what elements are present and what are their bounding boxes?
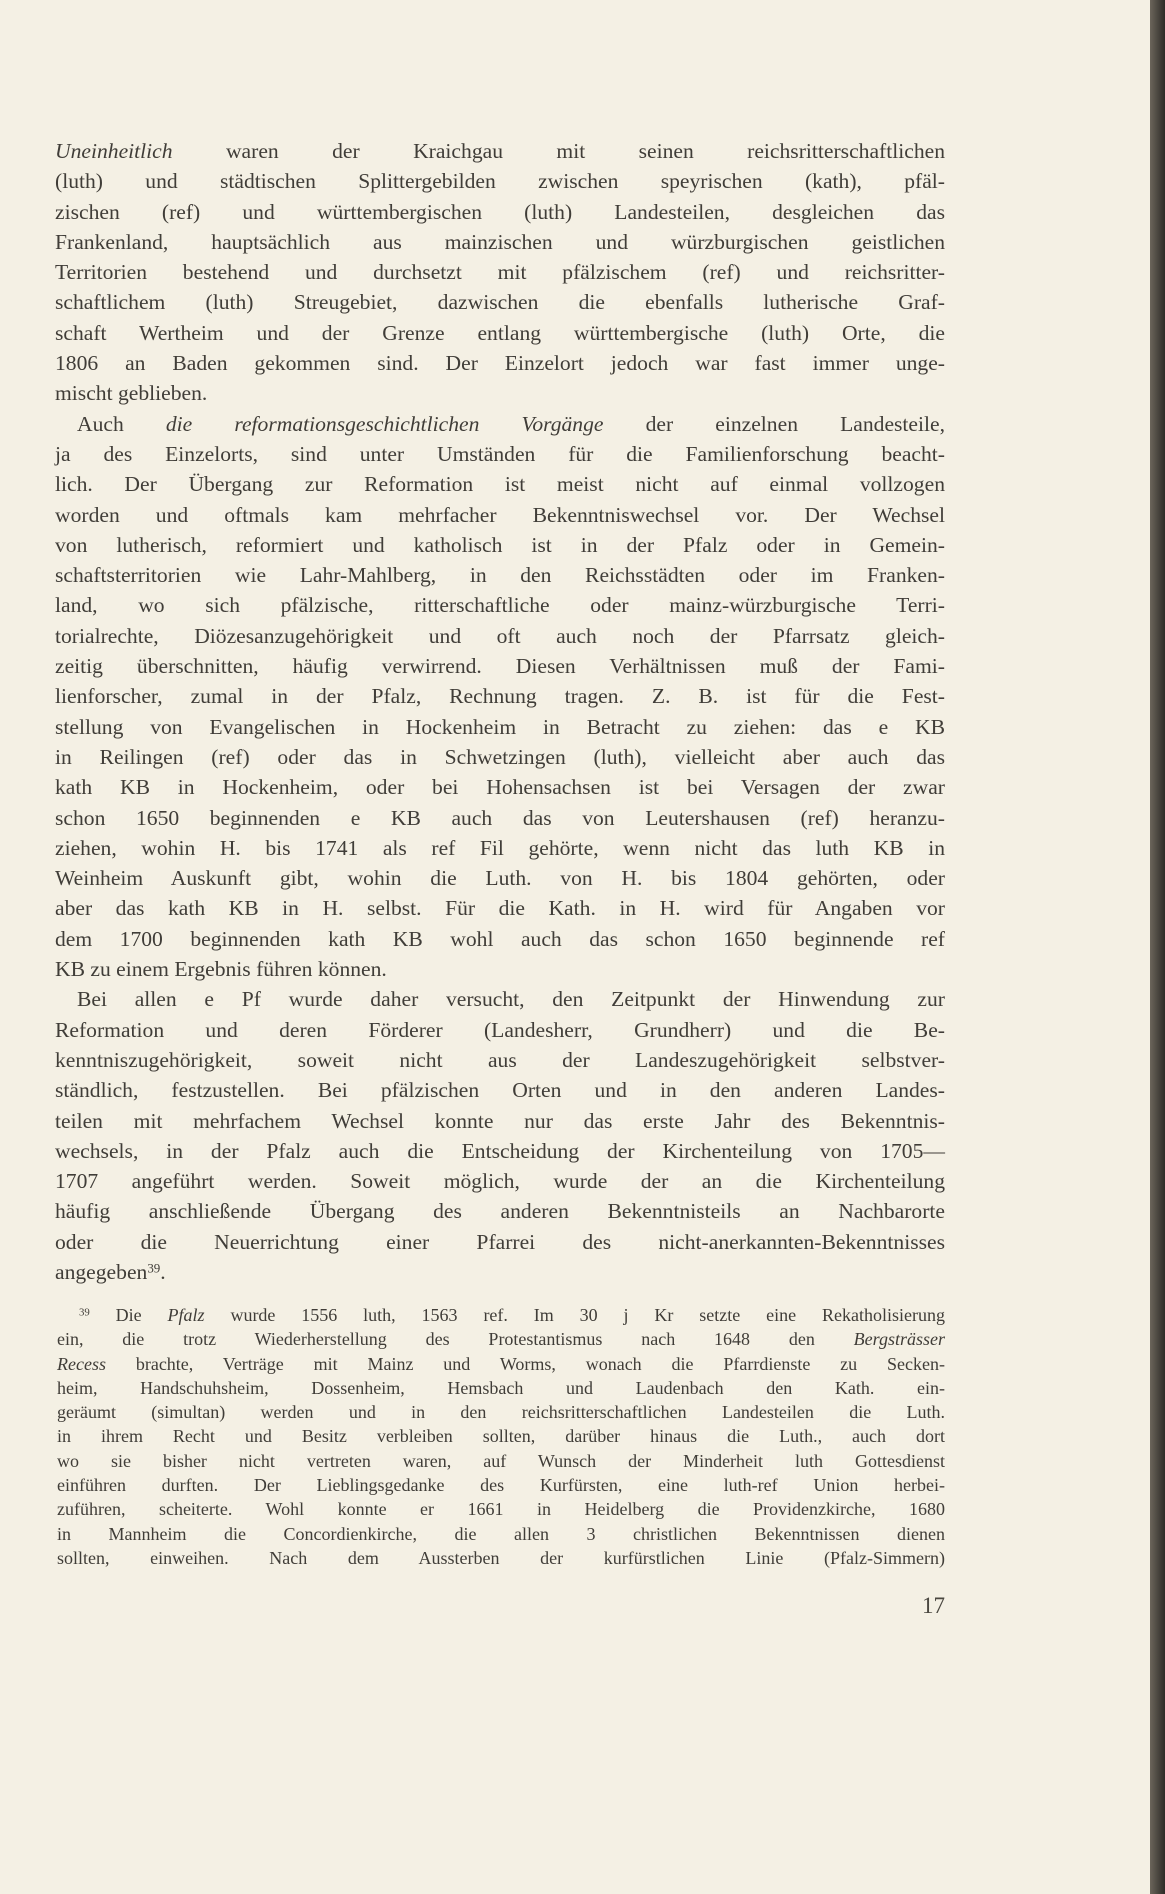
text-run: in Mannheim die Concordienkirche, die allen 3 christlichen Bekenntnissen dienen bbox=[57, 1523, 945, 1544]
text-line bbox=[55, 287, 945, 317]
text-line bbox=[55, 1106, 945, 1136]
text-line bbox=[55, 469, 945, 499]
text-line bbox=[55, 318, 945, 348]
text-line bbox=[55, 227, 945, 257]
text-run: schon 1650 beginnenden e KB auch das von Leutershausen (ref) heranzu- bbox=[55, 805, 945, 830]
text-line bbox=[55, 1075, 945, 1105]
text-line bbox=[57, 1449, 945, 1473]
text-run: ein, die trotz Wiederherstellung des Protestantismus nach 1648 den bbox=[57, 1329, 854, 1350]
text-run: mischt geblieben. bbox=[55, 381, 208, 406]
text-line bbox=[55, 136, 945, 166]
text-run: dem 1700 beginnenden kath KB wohl auch das schon 1650 beginnende ref bbox=[55, 926, 945, 951]
text-line bbox=[55, 197, 945, 227]
text-line bbox=[55, 954, 945, 984]
text-run: angegeben bbox=[55, 1259, 148, 1284]
text-run: . bbox=[160, 1259, 166, 1284]
text-run: der einzelnen Landesteile, bbox=[603, 411, 946, 436]
text-line bbox=[55, 1227, 945, 1257]
text-line bbox=[55, 772, 945, 802]
scan-edge bbox=[1150, 0, 1165, 1894]
footnote-marker: 39 bbox=[147, 1260, 161, 1276]
text-line bbox=[57, 1497, 945, 1521]
text-line bbox=[55, 621, 945, 651]
footnote bbox=[57, 1303, 945, 1570]
text-run: KB zu einem Ergebnis führen können. bbox=[55, 957, 387, 982]
footnote-marker: 39 bbox=[79, 1306, 90, 1319]
text-run: aber das kath KB in H. selbst. Für die Kath. in H. wird für Angaben vor bbox=[55, 896, 945, 921]
text-run: lich. Der Übergang zur Reformation ist meist nicht auf einmal vollzogen bbox=[55, 472, 945, 497]
text-run: geräumt (simultan) werden und in den reichsritterschaftlichen Landesteilen die Luth. bbox=[57, 1402, 945, 1423]
text-run: lienforscher, zumal in der Pfalz, Rechnung tragen. Z. B. ist für die Fest- bbox=[55, 684, 945, 709]
text-run: 1707 angeführt werden. Soweit möglich, wurde der an die Kirchenteilung bbox=[55, 1169, 945, 1194]
text-line bbox=[57, 1522, 945, 1546]
text-line bbox=[55, 1196, 945, 1226]
text-line bbox=[55, 651, 945, 681]
text-line bbox=[55, 1257, 945, 1287]
text-line bbox=[57, 1352, 945, 1376]
text-run: Frankenland, hauptsächlich aus mainzischen und würzburgischen geistlichen bbox=[55, 229, 945, 254]
text-run: heim, Handschuhsheim, Dossenheim, Hemsbach und Laudenbach den Kath. ein- bbox=[57, 1377, 945, 1398]
text-line bbox=[57, 1546, 945, 1570]
text-run: einführen durften. Der Lieblingsgedanke des Kurfürsten, eine luth-ref Union herbei- bbox=[57, 1475, 945, 1496]
italic-text: Uneinheitlich bbox=[55, 139, 173, 163]
text-run: worden und oftmals kam mehrfacher Bekenntniswechsel vor. Der Wechsel bbox=[55, 502, 945, 527]
text-run: Auch bbox=[77, 411, 166, 436]
text-line bbox=[55, 833, 945, 863]
text-line bbox=[57, 1424, 945, 1448]
text-run: ständlich, festzustellen. Bei pfälzischen Orten und in den anderen Landes- bbox=[55, 1078, 945, 1103]
text-run: land, wo sich pfälzische, ritterschaftliche oder mainz-würzburgische Terri- bbox=[55, 593, 945, 618]
text-line bbox=[55, 924, 945, 954]
text-run: ja des Einzelorts, sind unter Umständen für die Familienforschung beacht- bbox=[55, 441, 945, 466]
text-run: in ihrem Recht und Besitz verbleiben sollten, darüber hinaus die Luth., auch dort bbox=[57, 1426, 945, 1447]
text-run: wurde 1556 luth, 1563 ref. Im 30 j Kr setzte eine Rekatholisierung bbox=[204, 1305, 945, 1325]
text-run: Bei allen e Pf wurde daher versucht, den Zeitpunkt der Hinwendung zur bbox=[77, 987, 945, 1012]
text-run: wo sie bisher nicht vertreten waren, auf Wunsch der Minderheit luth Gottesdienst bbox=[57, 1450, 945, 1471]
text-line bbox=[55, 560, 945, 590]
text-line bbox=[55, 439, 945, 469]
text-line bbox=[57, 1303, 945, 1327]
italic-text: Recess bbox=[57, 1353, 106, 1374]
text-run: torialrechte, Diözesanzugehörigkeit und oft auch noch der Pfarrsatz gleich- bbox=[55, 623, 945, 648]
text-run: oder die Neuerrichtung einer Pfarrei des nicht-anerkannten-Bekenntnisses bbox=[55, 1229, 945, 1254]
body-text bbox=[55, 136, 945, 1287]
text-run: waren der Kraichgau mit seinen reichsritterschaftlichen bbox=[172, 139, 945, 163]
text-run: (luth) und städtischen Splittergebilden zwischen speyrischen (kath), pfäl- bbox=[55, 169, 945, 194]
text-run: 1806 an Baden gekommen sind. Der Einzelort jedoch war fast immer unge- bbox=[55, 351, 945, 376]
text-line bbox=[55, 893, 945, 923]
text-run: zischen (ref) und württembergischen (luth) Landesteilen, desgleichen das bbox=[55, 199, 945, 224]
text-run: wechsels, in der Pfalz auch die Entscheidung der Kirchenteilung von 1705— bbox=[55, 1138, 945, 1163]
text-line bbox=[57, 1473, 945, 1497]
text-run: sollten, einweihen. Nach dem Aussterben der kurfürstlichen Linie (Pfalz-Simmern) bbox=[57, 1547, 945, 1568]
text-line bbox=[55, 1015, 945, 1045]
text-run: ziehen, wohin H. bis 1741 als ref Fil gehörte, wenn nicht das luth KB in bbox=[55, 835, 945, 860]
text-line bbox=[55, 409, 945, 439]
text-line bbox=[55, 742, 945, 772]
text-run: Weinheim Auskunft gibt, wohin die Luth. von H. bis 1804 gehörten, oder bbox=[55, 866, 945, 891]
text-run: kath KB in Hockenheim, oder bei Hohensachsen ist bei Versagen der zwar bbox=[55, 775, 945, 800]
text-run: teilen mit mehrfachem Wechsel konnte nur das erste Jahr des Bekenntnis- bbox=[55, 1108, 945, 1133]
text-run: schaftlichem (luth) Streugebiet, dazwischen die ebenfalls lutherische Graf- bbox=[55, 290, 945, 315]
text-run: von lutherisch, reformiert und katholisch ist in der Pfalz oder in Gemein- bbox=[55, 532, 945, 557]
text-run: stellung von Evangelischen in Hockenheim in Betracht zu ziehen: das e KB bbox=[55, 714, 945, 739]
text-line bbox=[55, 257, 945, 287]
text-run: kenntniszugehörigkeit, soweit nicht aus der Landeszugehörigkeit selbstver- bbox=[55, 1047, 945, 1072]
text-line bbox=[55, 984, 945, 1014]
italic-text: Bergsträsser bbox=[853, 1329, 945, 1350]
text-run: Reformation und deren Förderer (Landesherr, Grundherr) und die Be- bbox=[55, 1017, 945, 1042]
text-line bbox=[55, 348, 945, 378]
text-line bbox=[55, 1045, 945, 1075]
text-line bbox=[55, 681, 945, 711]
italic-text: Pfalz bbox=[167, 1305, 205, 1325]
text-run: schaftsterritorien wie Lahr-Mahlberg, in den Reichsstädten oder im Franken- bbox=[55, 563, 945, 588]
text-run: Die bbox=[89, 1305, 168, 1325]
text-run: häufig anschließende Übergang des anderen Bekenntnisteils an Nachbarorte bbox=[55, 1199, 945, 1224]
text-line bbox=[55, 1136, 945, 1166]
italic-text: die reformationsgeschichtlichen Vorgänge bbox=[165, 411, 604, 436]
text-line bbox=[55, 378, 945, 408]
text-run: schaft Wertheim und der Grenze entlang württembergische (luth) Orte, die bbox=[55, 320, 945, 345]
text-line bbox=[57, 1376, 945, 1400]
text-line bbox=[57, 1327, 945, 1351]
text-line bbox=[55, 590, 945, 620]
text-line bbox=[55, 1166, 945, 1196]
text-run: brachte, Verträge mit Mainz und Worms, wonach die Pfarrdienste zu Secken- bbox=[105, 1353, 945, 1374]
page-number: 17 bbox=[922, 1593, 945, 1618]
text-line bbox=[55, 530, 945, 560]
text-run: zeitig überschnitten, häufig verwirrend. Diesen Verhältnissen muß der Fami- bbox=[55, 654, 945, 679]
text-run: zuführen, scheiterte. Wohl konnte er 1661 in Heidelberg die Providenzkirche, 1680 bbox=[57, 1499, 945, 1520]
text-line bbox=[55, 863, 945, 893]
text-line bbox=[55, 166, 945, 196]
text-run: Territorien bestehend und durchsetzt mit pfälzischem (ref) und reichsritter- bbox=[55, 260, 945, 285]
text-run: in Reilingen (ref) oder das in Schwetzingen (luth), vielleicht aber auch das bbox=[55, 744, 945, 769]
text-line bbox=[57, 1400, 945, 1424]
text-line bbox=[55, 712, 945, 742]
text-line bbox=[55, 500, 945, 530]
text-line bbox=[55, 803, 945, 833]
